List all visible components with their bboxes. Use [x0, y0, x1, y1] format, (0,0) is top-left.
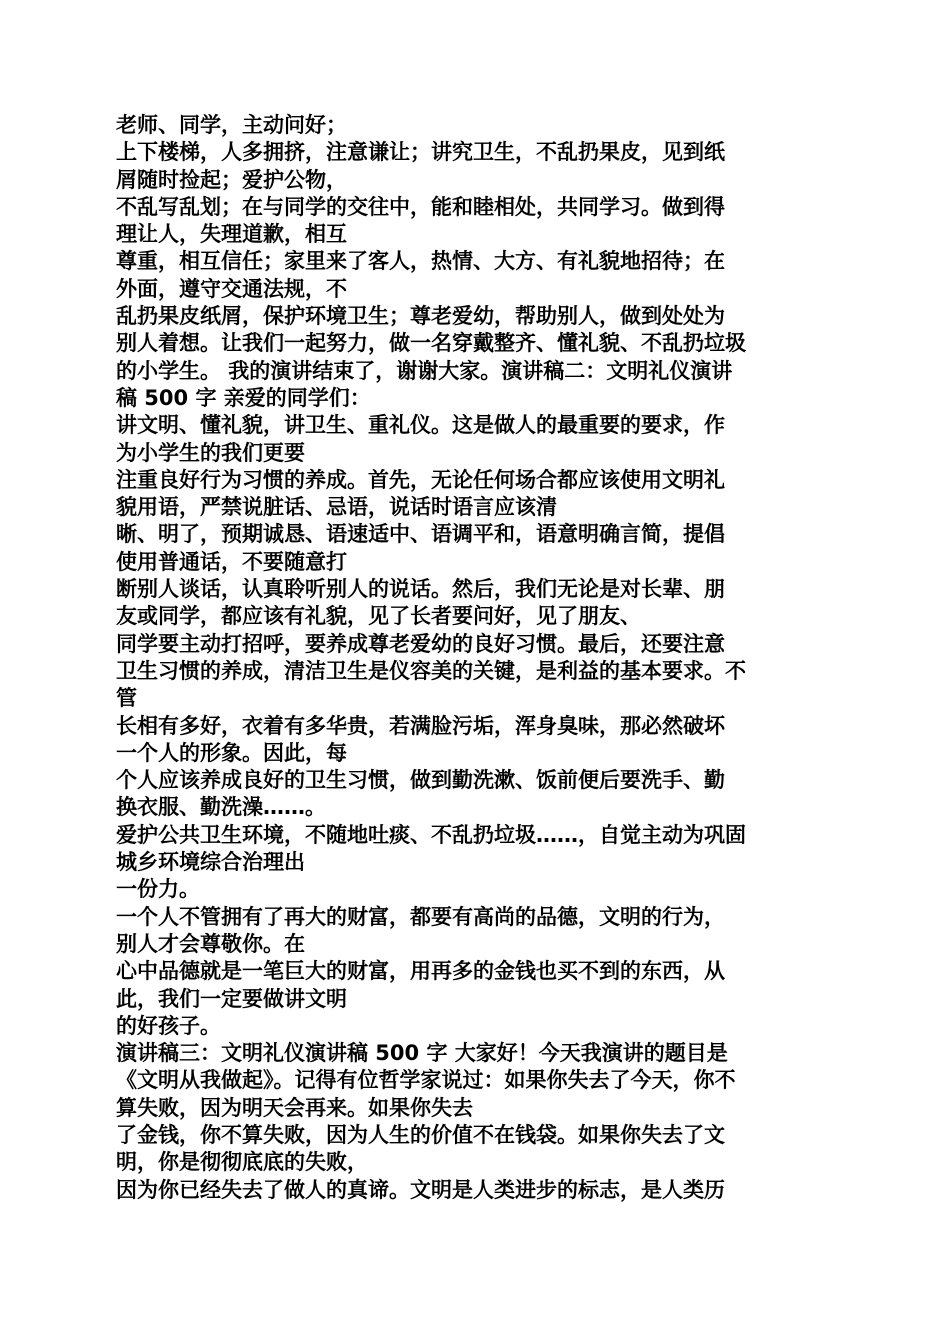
- text-line: 讲文明、懂礼貌，讲卫生、重礼仪。这是做人的最重要的要求，作: [116, 413, 725, 438]
- document-page: [116, 112, 838, 1204]
- text-line: 为小学生的我们更要: [116, 440, 305, 465]
- text-line: 别人着想。让我们一起努力，做一名穿戴整齐、懂礼貌、不乱扔垃圾: [116, 331, 746, 356]
- text-line: 不乱写乱划；在与同学的交往中，能和睦相处，共同学习。做到得: [116, 194, 725, 219]
- text-line: 一个人的形象。因此，每: [116, 740, 347, 765]
- text-line: 卫生习惯的养成，清洁卫生是仪容美的关键，是利益的基本要求。不: [116, 658, 746, 683]
- text-line: 断别人谈话，认真聆听别人的说话。然后，我们无论是对长辈、朋: [116, 577, 725, 602]
- text-line: 《文明从我做起》。记得有位哲学家说过：如果你失去了今天，你不: [116, 1068, 736, 1093]
- text-line: 个人应该养成良好的卫生习惯，做到勤洗漱、饭前便后要洗手、勤: [116, 768, 725, 793]
- text-line: 管: [116, 686, 137, 711]
- text-line: 晰、明了，预期诚恳、语速适中、语调平和，语意明确言简，提倡: [116, 522, 725, 547]
- text-line: 外面，遵守交通法规，不: [116, 276, 347, 301]
- text-line: 心中品德就是一笔巨大的财富，用再多的金钱也买不到的东西，从: [116, 959, 725, 984]
- text-line: 友或同学，都应该有礼貌，见了长者要问好，见了朋友、: [116, 604, 641, 629]
- text-line: 貌用语，严禁说脏话、忌语，说话时语言应该清: [116, 495, 557, 520]
- text-line: 了金钱，你不算失败，因为人生的价值不在钱袋。如果你失去了文: [116, 1122, 725, 1147]
- text-line: 演讲稿三：文明礼仪演讲稿 500 字 大家好！今天我演讲的题目是: [116, 1041, 728, 1066]
- text-line: 理让人，失理道歉，相互: [116, 222, 347, 247]
- text-line: 尊重，相互信任；家里来了客人，热情、大方、有礼貌地招待；在: [116, 249, 725, 274]
- text-line: 同学要主动打招呼，要养成尊老爱幼的良好习惯。最后，还要注意: [116, 631, 725, 656]
- text-line: 稿 500 字 亲爱的同学们：: [116, 385, 371, 410]
- text-line: 因为你已经失去了做人的真谛。文明是人类进步的标志，是人类历: [116, 1177, 725, 1202]
- text-line: 爱护公共卫生环境，不随地吐痰、不乱扔垃圾……，自觉主动为巩固: [116, 822, 746, 847]
- text-line: 一份力。: [116, 877, 200, 902]
- text-line: 城乡环境综合治理出: [116, 850, 305, 875]
- text-line: 一个人不管拥有了再大的财富，都要有高尚的品德，文明的行为，: [116, 904, 725, 929]
- text-line: 长相有多好，衣着有多华贵，若满脸污垢，浑身臭味，那必然破坏: [116, 713, 725, 738]
- text-line: 上下楼梯，人多拥挤，注意谦让；讲究卫生，不乱扔果皮，见到纸: [116, 140, 725, 165]
- text-line: 乱扔果皮纸屑，保护环境卫生；尊老爱幼，帮助别人，做到处处为: [116, 304, 725, 329]
- text-line: 老师、同学，主动问好；: [116, 113, 347, 137]
- text-line: 注重良好行为习惯的养成。首先，无论任何场合都应该使用文明礼: [116, 467, 725, 492]
- text-line: 此，我们一定要做讲文明: [116, 986, 347, 1011]
- text-line: 别人才会尊敬你。在: [116, 931, 305, 956]
- text-line: 的小学生。 我的演讲结束了，谢谢大家。演讲稿二：文明礼仪演讲: [116, 358, 733, 383]
- text-line: 的好孩子。: [116, 1013, 221, 1038]
- text-line: 使用普通话，不要随意打: [116, 549, 347, 574]
- text-line: 屑随时捡起；爱护公物，: [116, 167, 347, 192]
- text-line: 算失败，因为明天会再来。如果你失去: [116, 1095, 473, 1120]
- text-line: 换衣服、勤洗澡……。: [116, 795, 326, 820]
- text-line: 明，你是彻彻底底的失败，: [116, 1150, 368, 1175]
